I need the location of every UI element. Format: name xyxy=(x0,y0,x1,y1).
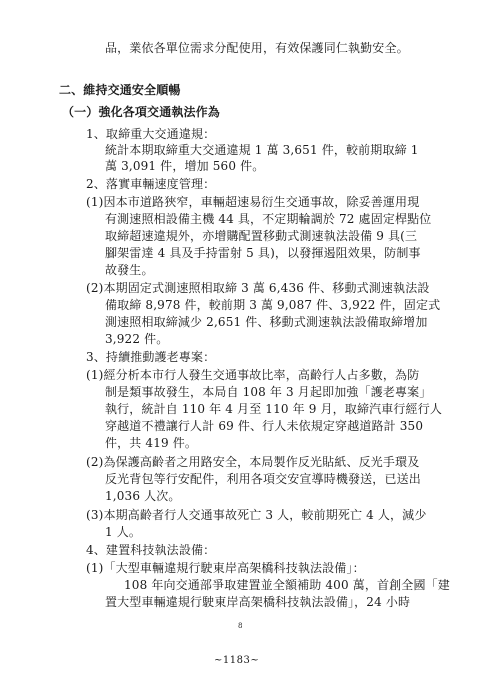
item-heading: 3、持續推動護老專案： xyxy=(86,350,216,364)
text-line: 腳架雷達 4 具及手持雷射 5 具)，以發揮遏阻效果，防制事 xyxy=(105,246,421,260)
text-line: 取締超速違規外，亦增購配置移動式測速執法設備 9 具(三 xyxy=(105,229,418,243)
text-line: 備取締 8,978 件，較前期 3 萬 9,087 件、3,922 件，固定式 xyxy=(105,298,441,312)
text-line: 108 年向交通部爭取建置並全額補助 400 萬，首創全國「建 xyxy=(124,578,450,592)
text-line: (1)「大型車輛違規行駛東岸高架橋科技執法設備」： xyxy=(86,561,365,575)
text-line: (2)本期固定式測速照相取締 3 萬 6,436 件、移動式測速執法設 xyxy=(86,281,430,295)
footer-page-number: ~1183~ xyxy=(214,655,260,666)
text-line: 制是類事故發生，本局自 108 年 3 月起即加強「護老專案」 xyxy=(105,385,432,399)
text-line: (3)本期高齡者行人交通事故死亡 3 人，較前期死亡 4 人，減少 xyxy=(86,508,427,522)
item-heading: 1、取締重大交通違規： xyxy=(86,127,216,141)
text-line: 統計本期取締重大交通違規 1 萬 3,651 件，較前期取締 1 xyxy=(105,143,419,157)
item-heading: 2、落實車輛速度管理： xyxy=(86,177,216,191)
text-line: 故發生。 xyxy=(105,263,154,277)
item-heading: 4、建置科技執法設備： xyxy=(86,543,216,557)
page-number: 8 xyxy=(238,622,243,630)
subsection-heading: （一）強化各項交通執法作為 xyxy=(62,105,220,119)
text-line: 測速照相取締減少 2,651 件、移動式測速執法設備取締增加 xyxy=(105,315,428,329)
text-line: 執行，統計自 110 年 4 月至 110 年 9 月，取締汽車行經行人 xyxy=(105,402,442,416)
text-line: (2)為保護高齡者之用路安全，本局製作反光貼紙、反光手環及 xyxy=(86,455,420,469)
text-line: 穿越道不禮讓行人計 69 件、行人未依規定穿越道路計 350 xyxy=(105,419,424,433)
text-line: 置大型車輛違規行駛東岸高架橋科技執法設備」，24 小時 xyxy=(105,595,411,609)
text-line: 品，業依各單位需求分配使用，有效保護同仁執勤安全。 xyxy=(105,41,409,55)
text-line: 有測速照相設備主機 44 具，不定期輪調於 72 處固定桿點位 xyxy=(105,212,432,226)
text-line: 1,036 人次。 xyxy=(105,489,181,503)
text-line: 件，共 419 件。 xyxy=(105,436,198,450)
text-line: 反光背包等行安配件，利用各項交安宣導時機發送，已送出 xyxy=(105,472,421,486)
text-line: 3,922 件。 xyxy=(105,332,169,346)
text-line: (1)經分析本市行人發生交通事故比率，高齡行人占多數，為防 xyxy=(86,368,420,382)
text-line: 1 人。 xyxy=(105,525,142,539)
section-heading: 二、維持交通安全順暢 xyxy=(59,83,181,97)
text-line: (1)因本市道路狹窄，車輛超速易衍生交通事故，除妥善運用現 xyxy=(86,195,420,209)
text-line: 萬 3,091 件，增加 560 件。 xyxy=(105,159,265,173)
